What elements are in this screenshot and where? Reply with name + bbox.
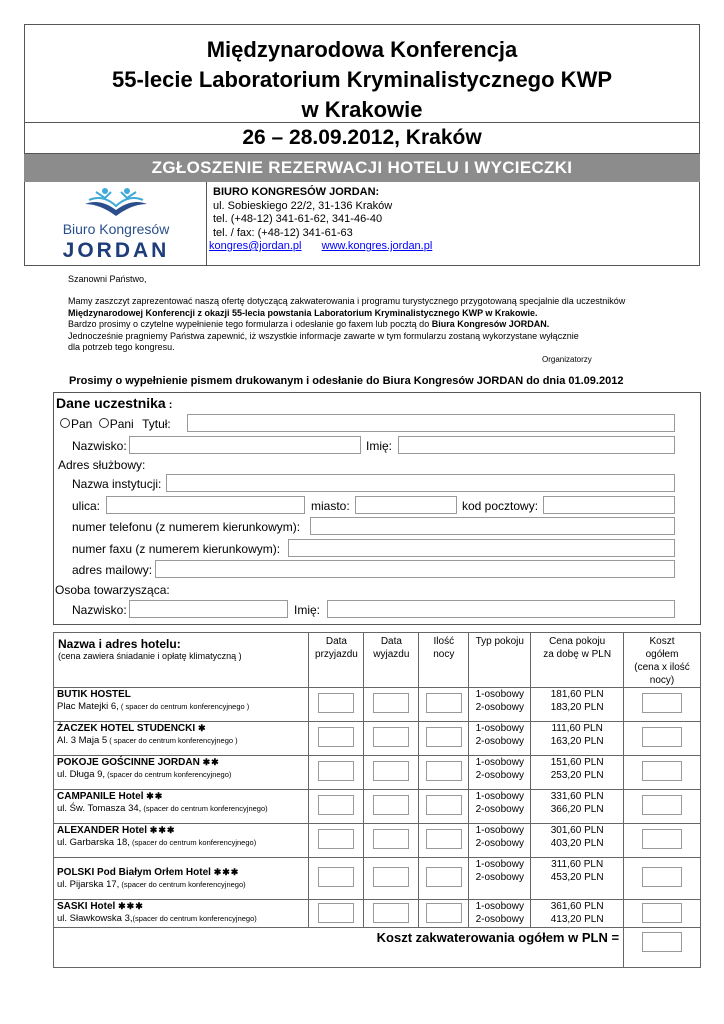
departure-header: Data wyjazdu (364, 633, 419, 688)
departure-input[interactable] (373, 795, 409, 815)
arrival-header: Data przyjazdu (309, 633, 364, 688)
total-row (54, 928, 701, 968)
postcode-input[interactable] (543, 496, 675, 514)
title-input[interactable] (187, 414, 675, 432)
organizer-address: ul. Sobieskiego 22/2, 31-136 Kraków (213, 199, 393, 212)
logo-text-2: JORDAN (62, 239, 170, 262)
nights-input[interactable] (426, 903, 462, 923)
hotel-cell: ALEXANDER Hotel ✱✱✱ ul. Garbarska 18, (spacer do centrum konferencyjnego) (54, 824, 309, 858)
total-label: Koszt zakwaterowania ogółem w PLN = (54, 928, 624, 968)
nights-input[interactable] (426, 829, 462, 849)
total-input[interactable] (642, 693, 682, 713)
organizer-contact (206, 182, 700, 266)
letter-line-5: dla potrzeb tego kongresu. (68, 342, 175, 352)
arrival-input[interactable] (318, 829, 354, 849)
hotel-cell: POLSKI Pod Białym Orłem Hotel ✱✱✱ ul. Pijarska 17, (spacer do centrum konferencyjnego) (54, 858, 309, 900)
total-input[interactable] (642, 761, 682, 781)
nights-input[interactable] (426, 795, 462, 815)
email-label: adres mailowy: (72, 563, 153, 577)
email-input[interactable] (155, 560, 675, 578)
website-link[interactable]: www.kongres.jordan.pl (321, 240, 433, 252)
hotel-cell: BUTIK HOSTEL Plac Matejki 6, ( spacer do centrum konferencyjnego ) (54, 688, 309, 722)
logo-text-1: Biuro Kongresów (62, 221, 170, 237)
firstname-input[interactable] (398, 436, 675, 454)
letter-line-3: Bardzo prosimy o czytelne wypełnienie tego formularza i odesłanie go faxem lub pocztą do Biura Kongresów JORDAN. (68, 319, 550, 329)
fax-input[interactable] (288, 539, 675, 557)
companion-surname-label: Nazwisko: (72, 603, 127, 617)
organizer-tel: tel. (+48-12) 341-61-62, 341-46-40 (213, 213, 383, 225)
total-input[interactable] (642, 795, 682, 815)
total-header: Koszt ogółem (cena x ilość nocy) (624, 633, 701, 688)
fax-label: numer faxu (z numerem kierunkowym): (72, 542, 281, 556)
total-input[interactable] (642, 867, 682, 887)
arrival-input[interactable] (318, 693, 354, 713)
email-link[interactable]: kongres@jordan.pl (209, 240, 302, 252)
grand-total-input[interactable] (642, 932, 682, 952)
firstname-label: Imię: (366, 439, 393, 453)
city-label: miasto: (311, 499, 350, 513)
hotel-cell: POKOJE GOŚCINNE JORDAN ✱✱ ul. Długa 9, (spacer do centrum konferencyjnego) (54, 756, 309, 790)
logo-book-icon (85, 202, 147, 216)
pani-radio[interactable] (99, 418, 109, 428)
phone-input[interactable] (310, 517, 675, 535)
hotel-name-header: Nazwa i adres hotelu: (cena zawiera śniadanie i opłatę klimatyczną ) (54, 633, 309, 688)
table-row: POKOJE GOŚCINNE JORDAN ✱✱ ul. Długa 9, (spacer do centrum konferencyjnego) 1-osobowy 2-osobowy 151,60 PLN 253,20 PLN (54, 756, 701, 790)
arrival-input[interactable] (318, 761, 354, 781)
surname-label: Nazwisko: (72, 439, 127, 453)
institution-input[interactable] (166, 474, 675, 492)
hotel-cell: ŻACZEK HOTEL STUDENCKI ✱ Al. 3 Maja 5 ( spacer do centrum konferencyjnego ) (54, 722, 309, 756)
companion-surname-input[interactable] (129, 600, 288, 618)
departure-input[interactable] (373, 727, 409, 747)
total-input[interactable] (642, 903, 682, 923)
organizer-fax: tel. / fax: (+48-12) 341-61-63 (213, 226, 353, 239)
signature: Organizatorzy (542, 355, 592, 364)
table-row: POLSKI Pod Białym Orłem Hotel ✱✱✱ ul. Pijarska 17, (spacer do centrum konferencyjnego) 1-osobowy 2-osobowy 311,60 PLN 453,20 PLN (54, 858, 701, 900)
companion-firstname-input[interactable] (327, 600, 675, 618)
title-line-1: Międzynarodowa Konferencja (206, 37, 518, 62)
title-line-2: 55-lecie Laboratorium Kryminalistycznego KWP (111, 67, 613, 92)
street-label: ulica: (72, 499, 101, 513)
nights-input[interactable] (426, 761, 462, 781)
arrival-input[interactable] (318, 867, 354, 887)
participant-section-title: Dane uczestnika : (56, 395, 173, 411)
price-header: Cena pokoju za dobę w PLN (531, 633, 624, 688)
surname-input[interactable] (129, 436, 361, 454)
nights-header: Ilość nocy (419, 633, 469, 688)
departure-input[interactable] (373, 761, 409, 781)
table-row: CAMPANILE Hotel ✱✱ ul. Św. Tomasza 34, (spacer do centrum konferencyjnego) 1-osobowy 2-osobowy 331,60 PLN 366,20 PLN (54, 790, 701, 824)
total-input[interactable] (642, 727, 682, 747)
work-address-label: Adres służbowy: (58, 458, 146, 472)
departure-input[interactable] (373, 829, 409, 849)
hotel-table-header (54, 633, 701, 688)
institution-label: Nazwa instytucji: (72, 477, 162, 491)
nights-input[interactable] (426, 867, 462, 887)
postcode-label: kod pocztowy: (462, 499, 539, 513)
street-input[interactable] (106, 496, 305, 514)
arrival-input[interactable] (318, 795, 354, 815)
table-row: BUTIK HOSTEL Plac Matejki 6, ( spacer do centrum konferencyjnego ) 1-osobowy 2-osobowy 181,60 PLN 183,20 PLN (54, 688, 701, 722)
table-row: SASKI Hotel ✱✱✱ ul. Sławkowska 3,(spacer do centrum konferencyjnego) 1-osobowy 2-osobowy 361,60 PLN 413,20 PLN (54, 900, 701, 928)
city-input[interactable] (355, 496, 457, 514)
departure-input[interactable] (373, 693, 409, 713)
arrival-input[interactable] (318, 727, 354, 747)
participant-form (53, 392, 701, 625)
departure-input[interactable] (373, 867, 409, 887)
form-banner: ZGŁOSZENIE REZERWACJI HOTELU I WYCIECZKI (24, 154, 700, 182)
conference-title (24, 24, 700, 122)
companion-firstname-label: Imię: (294, 603, 321, 617)
pan-radio[interactable] (60, 418, 70, 428)
letter-line-2: Międzynarodowej Konferencji z okazji 55-lecia powstania Laboratorium Kryminalistycznego KWP w Krakowie. (68, 307, 538, 318)
hotel-table (53, 632, 701, 968)
organizer-name: BIURO KONGRESÓW JORDAN: (213, 186, 380, 198)
letter-line-1: Mamy zaszczyt zaprezentować naszą ofertę dotyczącą zakwaterowania i programu turystycznego przygotowaną specjalnie dla uczestników (68, 296, 626, 306)
salutation-row: Pan Pani Tytuł: (60, 417, 171, 431)
logo-panel (24, 182, 206, 266)
greeting: Szanowni Państwo, (68, 274, 147, 284)
hotel-cell: SASKI Hotel ✱✱✱ ul. Sławkowska 3,(spacer do centrum konferencyjnego) (54, 900, 309, 928)
nights-input[interactable] (426, 727, 462, 747)
title-line-3: w Krakowie (301, 97, 423, 122)
nights-input[interactable] (426, 693, 462, 713)
table-row: ŻACZEK HOTEL STUDENCKI ✱ Al. 3 Maja 5 ( spacer do centrum konferencyjnego ) 1-osobowy 2-osobowy 111,60 PLN 163,20 PLN (54, 722, 701, 756)
phone-label: numer telefonu (z numerem kierunkowym): (72, 520, 301, 534)
hotel-cell: CAMPANILE Hotel ✱✱ ul. Św. Tomasza 34, (spacer do centrum konferencyjnego) (54, 790, 309, 824)
table-row: ALEXANDER Hotel ✱✱✱ ul. Garbarska 18, (spacer do centrum konferencyjnego) 1-osobowy 2-osobowy 301,60 PLN 403,20 PLN (54, 824, 701, 858)
jordan-logo (25, 182, 207, 266)
departure-input[interactable] (373, 903, 409, 923)
companion-label: Osoba towarzysząca: (55, 583, 170, 597)
room-type-header: Typ pokoju (469, 633, 531, 688)
deadline-notice: Prosimy o wypełnienie pismem drukowanym i odesłanie do Biura Kongresów JORDAN do dnia 01.09.2012 (69, 375, 624, 387)
letter-line-4: Jednocześnie pragniemy Państwa zapewnić, iż wszystkie informacje zawarte w tym formularzu zostaną wykorzystane wyłącznie (68, 330, 579, 341)
total-input[interactable] (642, 829, 682, 849)
conference-date: 26 – 28.09.2012, Kraków (24, 122, 700, 154)
arrival-input[interactable] (318, 903, 354, 923)
